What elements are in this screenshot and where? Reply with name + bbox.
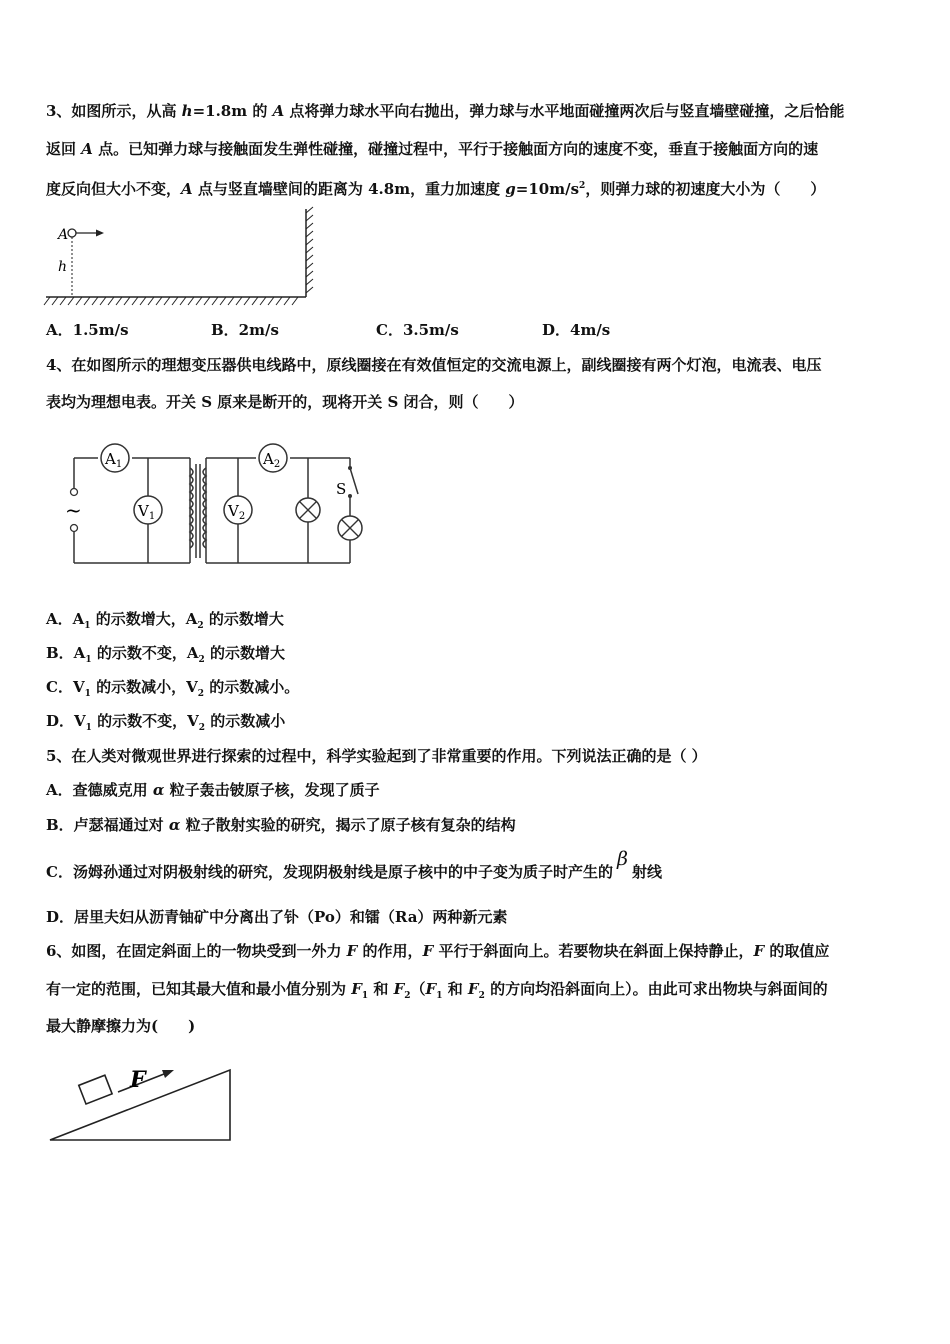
q5-option-b[interactable]: B．卢瑟福通过对 α 粒子散射实验的研究，揭示了原子核有复杂的结构 — [46, 816, 516, 834]
source-terminal-top — [71, 489, 78, 496]
q6-stem-line1: 6、如图，在固定斜面上的一物块受到一外力 F 的作用，F 平行于斜面向上。若要物块在斜面上保持静止，F 的取值应 — [46, 942, 830, 960]
switch-contact — [348, 494, 352, 498]
wall-hatch — [306, 207, 313, 293]
ball-icon — [68, 229, 76, 237]
q3-stem-line2: 返回 A 点。已知弹力球与接触面发生弹性碰撞，碰撞过程中，平行于接触面方向的速度不变，垂直于接触面方向的速 — [46, 140, 819, 158]
q3-option-b[interactable]: B．2m/s — [211, 321, 279, 339]
q3-stem-line3: 度反向但大小不变，A 点与竖直墙壁间的距离为 4.8m，重力加速度 $g=10m/s^2$，则弹力球的初速度大小为（ ） — [46, 180, 826, 198]
force-arrowhead — [162, 1070, 174, 1078]
q4-option-d[interactable]: D．$V_1$ 的示数不变，$V_2$ 的示数减小 — [46, 712, 286, 733]
q6-incline-figure — [46, 1060, 236, 1144]
ammeter-a1-label: $A_1$ — [105, 450, 123, 470]
voltmeter-v2-label: $V_2$ — [228, 502, 246, 522]
ground-hatch — [44, 297, 298, 305]
q5-option-a[interactable]: A．查德威克用 α 粒子轰击铍原子核，发现了质子 — [46, 781, 380, 799]
height-label: h — [58, 259, 68, 275]
q3-projectile-figure — [40, 205, 330, 310]
velocity-arrowhead — [96, 230, 104, 237]
switch-label: S — [336, 480, 347, 498]
ammeter-a2-label: $A_2$ — [263, 450, 281, 470]
q3-option-d[interactable]: D．4m/s — [542, 321, 611, 339]
q4-stem-line2: 表均为理想电表。开关 S 原来是断开的，现将开关 S 闭合，则（ ） — [46, 393, 524, 411]
q5-option-c[interactable]: C．汤姆孙通过对阴极射线的研究，发现阴极射线是原子核中的中子变为质子时产生的β射线 — [46, 848, 662, 881]
q6-stem-line3: 最大静摩擦力为( ) — [46, 1017, 196, 1035]
q4-stem-line1: 4、在如图所示的理想变压器供电线路中，原线圈接在有效值恒定的交流电源上，副线圈接有两个灯泡，电流表、电压 — [46, 356, 822, 374]
q4-transformer-circuit — [60, 438, 380, 568]
force-label: F — [130, 1067, 146, 1093]
q3-option-c[interactable]: C．3.5m/s — [376, 321, 459, 339]
point-a-label: A — [58, 227, 69, 243]
ac-source-icon: ~ — [65, 498, 82, 522]
q5-option-d[interactable]: D．居里夫妇从沥青铀矿中分离出了钋（Po）和镭（Ra）两种新元素 — [46, 908, 508, 926]
q5-stem: 5、在人类对微观世界进行探索的过程中，科学实验起到了非常重要的作用。下列说法正确的是（ ） — [46, 747, 707, 765]
q3-stem-line1: 3、如图所示，从高 h=1.8m 的 A 点将弹力球水平向右抛出，弹力球与水平地面碰撞两次后与竖直墙壁碰撞，之后恰能 — [46, 102, 845, 120]
block-icon — [79, 1075, 112, 1104]
q4-option-c[interactable]: C．$V_1$ 的示数减小，$V_2$ 的示数减小。 — [46, 678, 300, 699]
voltmeter-v1-label: $V_1$ — [138, 502, 156, 522]
switch-icon — [350, 468, 358, 494]
q6-stem-line2: 有一定的范围，已知其最大值和最小值分别为 $F_1$ 和 $F_2(F_1$ 和 $F_2$ 的方向均沿斜面向上）。由此可求出物块与斜面间的 — [46, 980, 828, 1001]
source-terminal-bottom — [71, 525, 78, 532]
q4-option-a[interactable]: A．$A_1$ 的示数增大，$A_2$ 的示数增大 — [46, 610, 284, 631]
q3-option-a[interactable]: A．1.5m/s — [46, 321, 129, 339]
q4-option-b[interactable]: B．$A_1$ 的示数不变，$A_2$ 的示数增大 — [46, 644, 285, 665]
